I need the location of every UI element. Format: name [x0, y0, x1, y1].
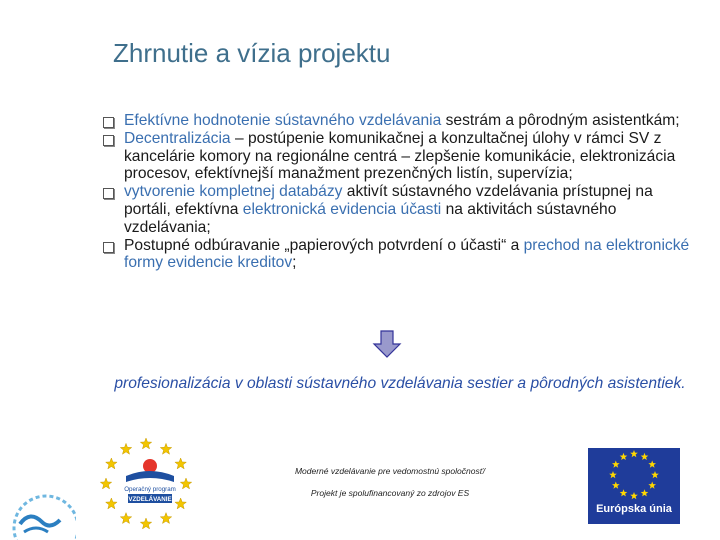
bullet-text: Postupné odbúravanie „papierových potvrdení o účasti“ a [124, 236, 524, 254]
highlighted-text: elektronická evidencia účasti [242, 200, 442, 218]
bullet-item [100, 130, 700, 183]
credits-line1: Moderné vzdelávanie pre vedomostnú spoločnosť/ [294, 466, 486, 476]
summary-text: profesionalizácia v oblasti sústavného vzdelávania sestier a pôrodných asistentiek. [114, 375, 686, 392]
slide-title: Zhrnutie a vízia projektu [113, 38, 391, 68]
checkbox-bullet-icon [103, 188, 114, 199]
bullet-item [100, 183, 700, 236]
bullet-text: sestrám a pôrodným asistentkám; [441, 112, 680, 129]
highlighted-text: Efektívne hodnotenie sústavného vzdelávania [124, 112, 442, 129]
operacny-program-logo [98, 436, 194, 532]
credits-line2: Projekt je spolufinancovaný zo zdrojov ES [310, 488, 470, 498]
logo-star-icon [106, 498, 117, 509]
highlighted-text: prechod na elektronické formy evidencie kreditov [124, 236, 690, 272]
logo-line2: VZDELÁVANIE [128, 496, 172, 503]
logo-star-icon [160, 513, 171, 524]
logo-star-icon [140, 518, 151, 529]
checkbox-bullet-icon [103, 242, 114, 253]
logo-star-icon [175, 458, 186, 469]
wave-logo-icon [6, 480, 76, 540]
bullet-text: na aktivitách sústavného vzdelávania; [124, 200, 617, 236]
logo-star-icon [180, 478, 191, 489]
bullet-list [100, 112, 700, 272]
logo-star-icon [140, 438, 151, 449]
logo-star-icon [106, 458, 117, 469]
bullet-text: – postúpenie komunikačnej a konzultačnej úlohy v rámci SV z kancelárie komory na regionálne centrá – zlepšenie komunikácie, elektronizácia procesov, efektívnejší manažment prezenčných listín, supervízia; [124, 129, 676, 183]
bullet-item [100, 237, 700, 273]
eu-label: Európska únia [596, 503, 672, 515]
highlighted-text: vytvorenie kompletnej databázy [124, 183, 343, 201]
down-arrow-icon [372, 330, 402, 358]
logo-line1: Operačný program [124, 486, 176, 493]
logo-star-icon [120, 443, 131, 454]
bullet-item [100, 112, 700, 130]
checkbox-bullet-icon [103, 117, 114, 128]
credits [270, 466, 510, 510]
bullet-text: aktivít sústavného vzdelávania prístupnej na portáli, efektívna [124, 183, 653, 218]
logo-star-icon [175, 498, 186, 509]
highlighted-text: Decentralizácia [124, 129, 231, 147]
logo-star-icon [120, 513, 131, 524]
logo-star-icon [160, 443, 171, 454]
checkbox-bullet-icon [103, 135, 114, 146]
logo-star-icon [100, 478, 111, 489]
bullet-text: ; [292, 254, 297, 272]
